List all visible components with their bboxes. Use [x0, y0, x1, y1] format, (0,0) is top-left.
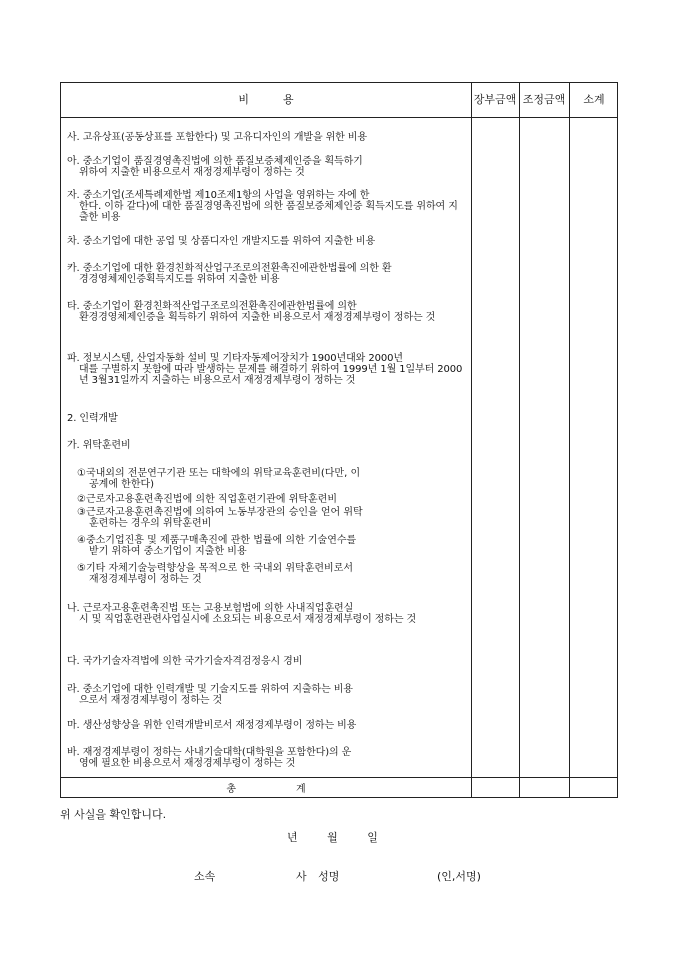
list-item: 파. 정보시스템, 산업자동화 설비 및 기타자동제어장치가 1900년대와 2000년 대를 구별하지 못함에 따라 발생하는 문제를 해결하기 위하여 1999년 1월 1일부터 2000년 3월31일까지 지출하는 비용으로서 재정경제부령이 정하는 것: [67, 353, 463, 386]
header-subtotal: 소계: [583, 93, 605, 106]
list-item: 사. 고유상표(공동상표를 포함한다) 및 고유디자인의 개발을 위한 비용: [67, 132, 367, 143]
list-item: 2. 인력개발: [67, 413, 118, 424]
list-item: 라. 중소기업에 대한 인력개발 및 기술지도를 위하여 지출하는 비용 으로서 재정경제부령이 정하는 것: [67, 684, 353, 706]
sub-item: ①국내외의 전문연구기관 또는 대학에의 위탁교육훈련비(다만, 이 공계에 한한다): [77, 468, 361, 490]
list-item: 마. 생산성향상을 위한 인력개발비로서 재정경제부령이 정하는 비용: [67, 720, 357, 731]
affiliation-label: 소속: [194, 870, 216, 883]
list-item: 바. 재정경제부령이 정하는 사내기술대학(대학원을 포함한다)의 운 영에 필요한 비용으로서 재정경제부령이 정하는 것: [67, 747, 352, 769]
sub-item: ⑤기타 자체기술능력향상을 목적으로 한 국내외 위탁훈련비로서 재정경제부령이 정하는 것: [77, 563, 354, 585]
expense-items: [61, 117, 471, 777]
confirm-statement: 위 사실을 확인합니다.: [60, 808, 167, 821]
list-item: 타. 중소기업이 환경친화적산업구조로의전환촉진에관한법률에 의한 환경경영체제인증을 획득하기 위하여 지출한 비용으로서 재정경제부령이 정하는 것: [67, 301, 436, 323]
list-item: 아. 중소기업이 품질경영촉진법에 의한 품질보증체제인증을 획득하기 위하여 지출한 비용으로서 재정경제부령이 정하는 것: [67, 156, 363, 178]
name-label: 사 성명: [296, 870, 340, 883]
sub-item: ④중소기업진흥 및 제품구매촉진에 관한 법률에 의한 기술연수를 받기 위하여 중소기업이 지출한 비용: [77, 535, 357, 557]
sub-item: ②근로자고용훈련촉진법에 의한 직업훈련기관에 위탁훈련비: [77, 494, 338, 505]
list-item: 자. 중소기업(조세특례제한법 제10조제1항의 사업을 영위하는 자에 한 한다. 이하 같다)에 대한 품질경영촉진법에 의한 품질보증체제인증 획득지도를 위하여 지출한 비용: [67, 190, 458, 223]
header-book-amount: 장부금액: [473, 93, 517, 106]
header-adjusted-amount: 조정금액: [522, 93, 566, 106]
list-item: 나. 근로자고용훈련촉진법 또는 고용보험법에 의한 사내직업훈련실 시 및 직업훈련관련사업실시에 소요되는 비용으로서 재정경제부령이 정하는 것: [67, 603, 417, 625]
column-divider: [569, 83, 570, 797]
column-divider: [519, 83, 520, 797]
list-item: 차. 중소기업에 대한 공업 및 상품디자인 개발지도를 위하여 지출한 비용: [67, 236, 376, 247]
column-divider: [471, 83, 472, 797]
list-item: 가. 위탁훈련비: [67, 440, 131, 451]
list-item: 다. 국가기술자격법에 의한 국가기술자격검정응시 경비: [67, 656, 303, 667]
header-item: 비용: [238, 93, 328, 106]
seal-label: (인,서명): [437, 870, 481, 883]
list-item: 카. 중소기업에 대한 환경친화적산업구조로의전환촉진에관한법률에 의한 환 경경영체제인증획득지도를 위하여 지출한 비용: [67, 263, 392, 285]
date-line: 년 월 일: [287, 831, 378, 844]
sub-item: ③근로자고용훈련촉진법에 의하여 노동부장관의 승인을 얻어 위탁 훈련하는 경우의 위탁훈련비: [77, 507, 363, 529]
total-label: 총계: [226, 783, 366, 795]
expense-table: [60, 82, 618, 798]
